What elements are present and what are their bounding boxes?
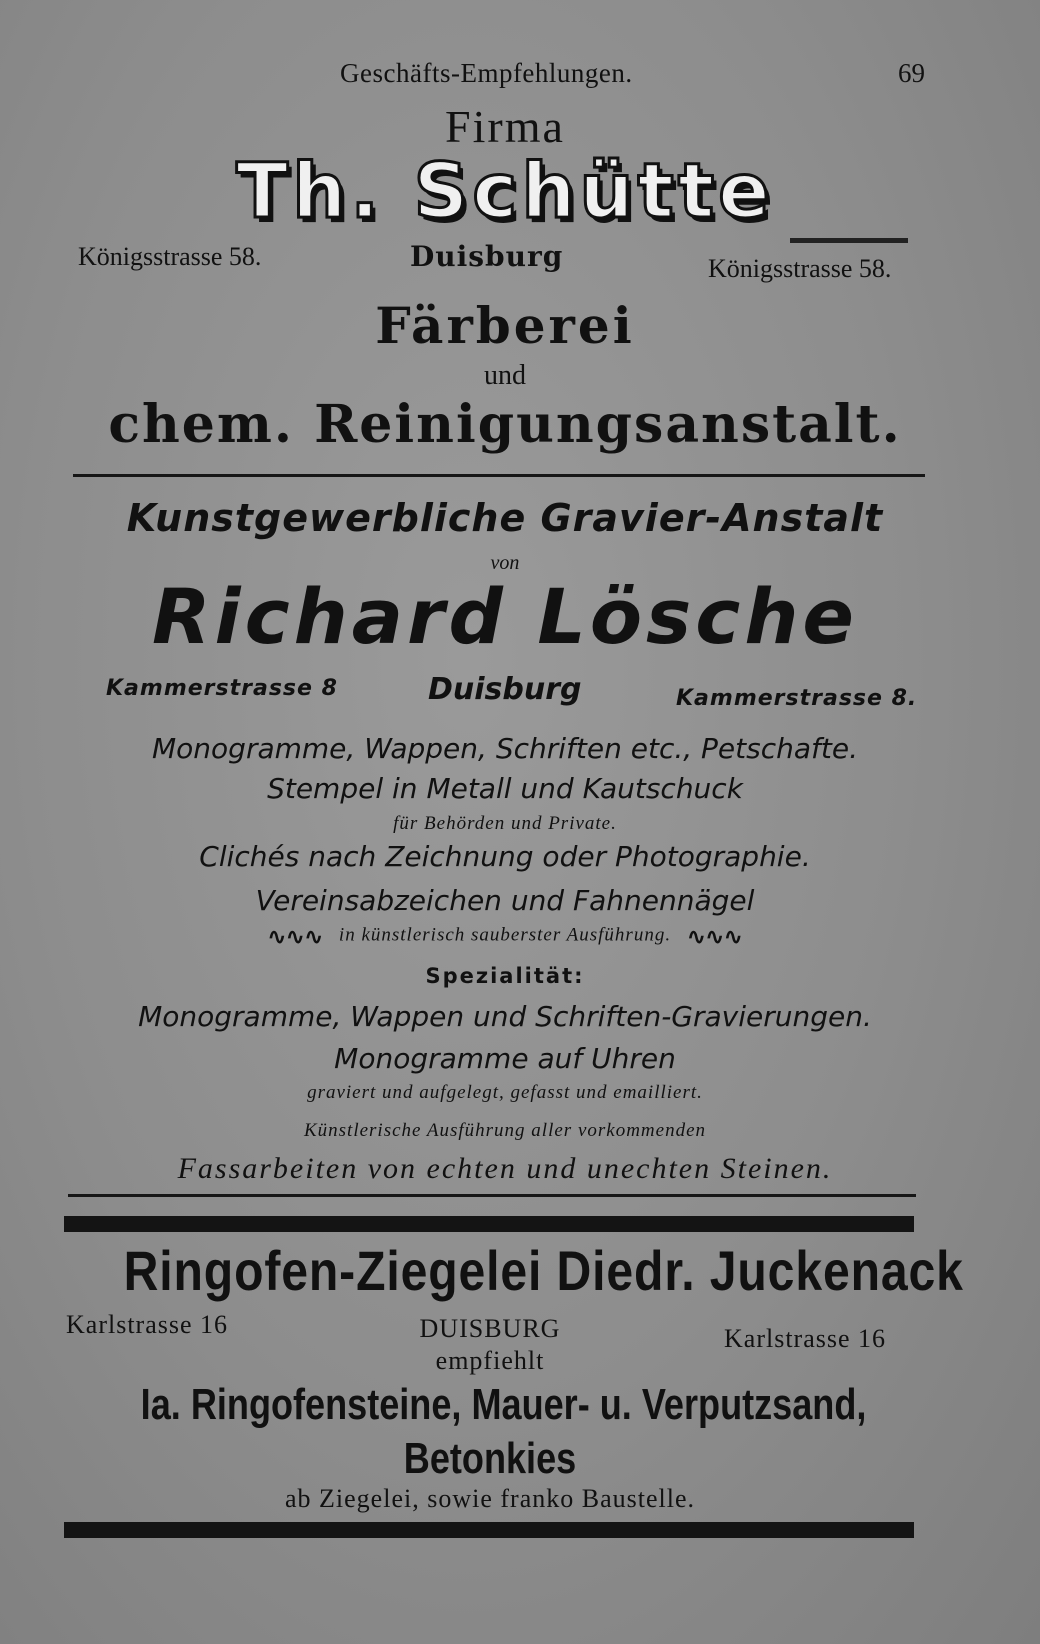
schuette-service-line2: und [484, 360, 526, 391]
squiggle-ornament-left: ∿∿∿ [267, 924, 323, 949]
juckenack-city: DUISBURG [419, 1314, 561, 1343]
squiggle-ornament-right: ∿∿∿ [687, 924, 743, 949]
loesche-line3: für Behörden und Private. [393, 813, 617, 834]
loesche-line11: Fassarbeiten von echten und unechten Steinen. [177, 1152, 833, 1185]
juckenack-empfiehlt: empfiehlt [435, 1346, 545, 1375]
loesche-line8: Monogramme auf Uhren [334, 1042, 676, 1075]
loesche-line6-row [0, 924, 1010, 950]
loesche-city: Duisburg [428, 672, 582, 707]
thick-border-top [64, 1216, 914, 1232]
loesche-von: von [490, 552, 520, 574]
loesche-line1: Monogramme, Wappen, Schriften etc., Petschafte. [152, 732, 858, 765]
juckenack-products-2: Betonkies [403, 1434, 577, 1483]
schuette-city: Duisburg [410, 240, 564, 273]
juckenack-address-right: Karlstrasse 16 [724, 1324, 887, 1353]
loesche-line5: Vereinsabzeichen und Fahnennägel [255, 884, 755, 917]
divider-rule [73, 474, 925, 477]
loesche-line2: Stempel in Metall und Kautschuck [267, 772, 743, 805]
loesche-line4: Clichés nach Zeichnung oder Photographie. [199, 840, 811, 873]
loesche-line10: Künstlerische Ausführung aller vorkommenden [303, 1120, 707, 1141]
running-title: Geschäfts-Empfehlungen. [340, 58, 633, 88]
decorative-bar [790, 238, 908, 243]
juckenack-address-left: Karlstrasse 16 [66, 1310, 229, 1339]
divider-rule [68, 1194, 916, 1197]
schuette-firma-label: Firma [445, 101, 565, 152]
loesche-address-left: Kammerstrasse 8 [106, 676, 338, 701]
page-number: 69 [898, 58, 925, 88]
loesche-specialty-label: Spezialität: [425, 964, 585, 988]
loesche-heading: Kunstgewerbliche Gravier-Anstalt [126, 496, 884, 540]
schuette-company-name: Th. Schütte [236, 146, 774, 235]
loesche-company-name: Richard Lösche [152, 572, 858, 661]
juckenack-products: Ia. Ringofensteine, Mauer- u. Verputzsand, [140, 1380, 867, 1429]
schuette-address-left: Königsstrasse 58. [78, 242, 262, 271]
loesche-address-right: Kammerstrasse 8. [676, 686, 918, 711]
schuette-service-line3: chem. Reinigungsanstalt. [108, 394, 902, 455]
schuette-service-line1: Färberei [375, 296, 635, 355]
schuette-address-right: Königsstrasse 58. [708, 254, 892, 283]
thick-border-bottom [64, 1522, 914, 1538]
juckenack-company-name: Ringofen-Ziegelei Diedr. Juckenack [123, 1239, 964, 1302]
loesche-line6: in künstlerisch sauberster Ausführung. [338, 924, 672, 946]
loesche-line9: graviert und aufgelegt, gefasst und emailliert. [307, 1082, 703, 1103]
juckenack-delivery: ab Ziegelei, sowie franko Baustelle. [285, 1484, 695, 1513]
loesche-line7: Monogramme, Wappen und Schriften-Gravierungen. [138, 1000, 872, 1033]
